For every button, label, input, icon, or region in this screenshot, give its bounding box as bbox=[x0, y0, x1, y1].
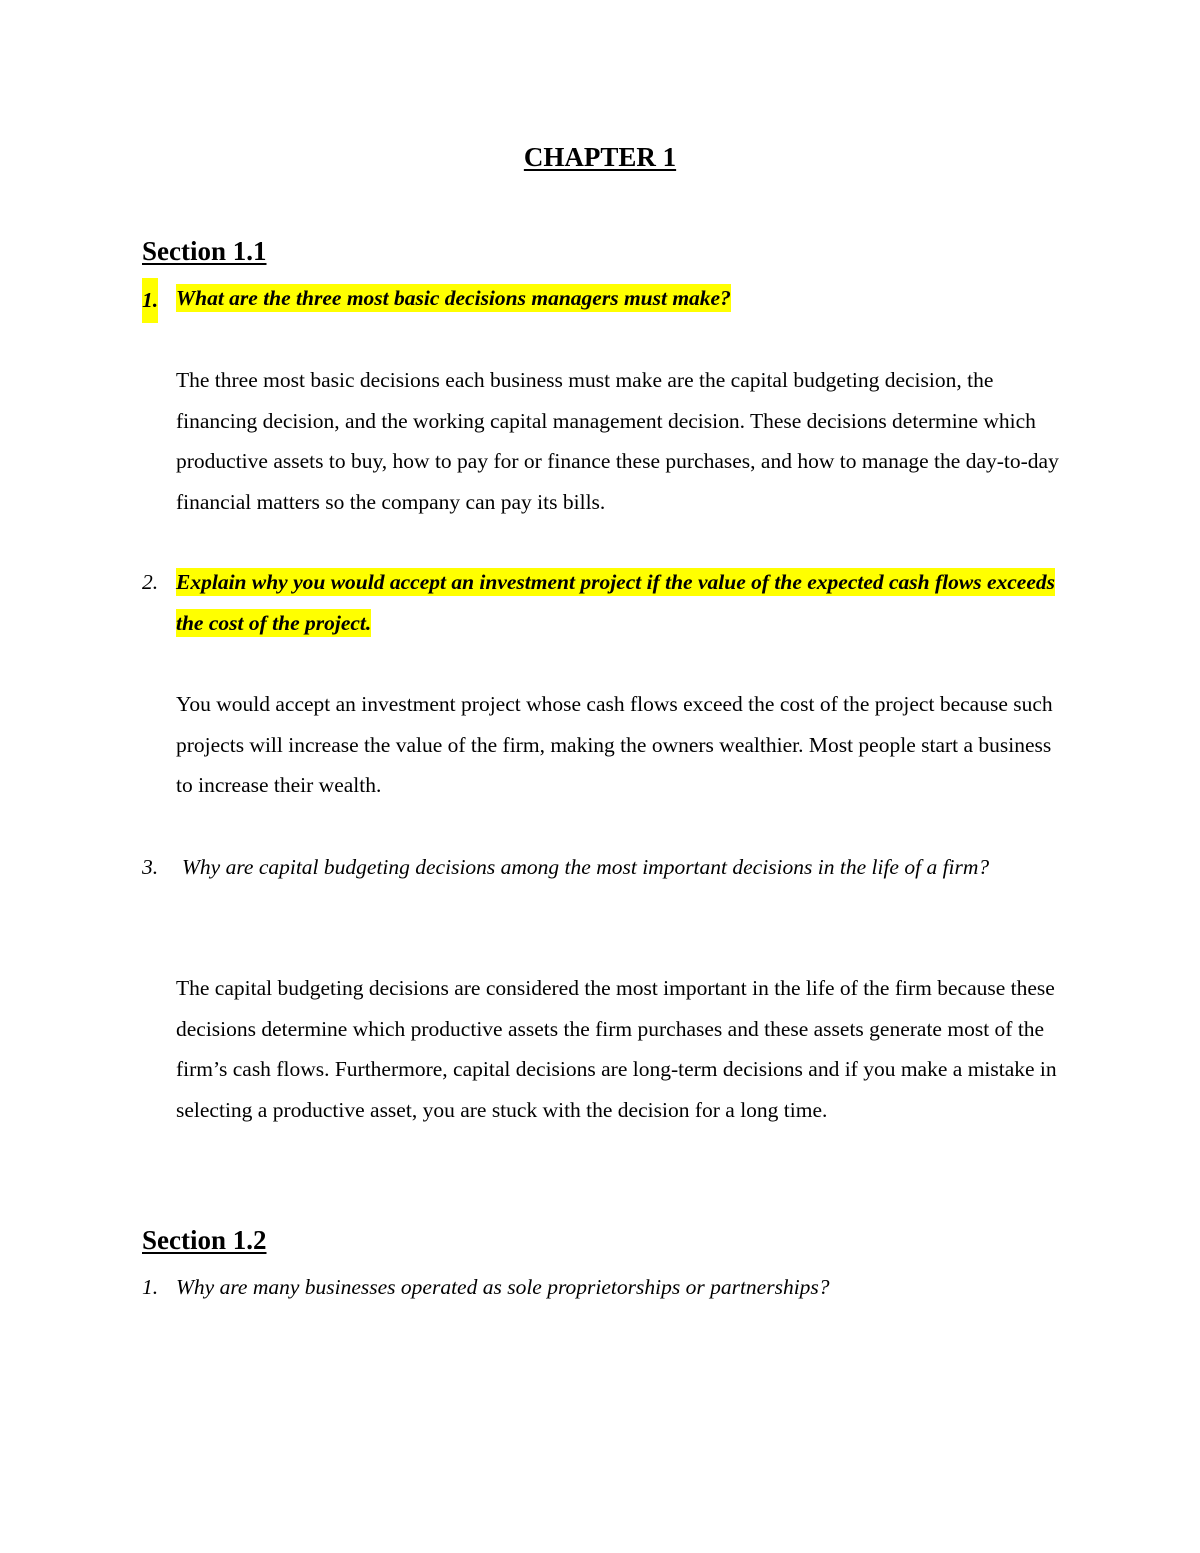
question-1-2-1 bbox=[142, 1267, 1072, 1308]
answer-1-1-2: You would accept an investment project whose cash flows exceed the cost of the project because such projects will increase the value of the firm, making the owners wealthier. Most people start a business to increase their wealth. bbox=[176, 692, 1053, 797]
answer-1-1-3: The capital budgeting decisions are considered the most important in the life of the firm because these decisions determine which productive assets the firm purchases and these assets generate most of the firm’s cash flows. Furthermore, capital decisions are long-term decisions and if you make a mistake in selecting a productive asset, you are stuck with the decision for a long time. bbox=[176, 976, 1057, 1122]
answer-1-1-1: The three most basic decisions each business must make are the capital budgeting decision, the financing decision, and the working capital management decision. These decisions determine which productive assets to buy, how to pay for or finance these purchases, and how to manage the day-to-day financial matters so the company can pay its bills. bbox=[176, 368, 1059, 514]
section-heading-1-1: Section 1.1 bbox=[142, 236, 267, 266]
question-number: 1. bbox=[142, 1275, 159, 1299]
question-number: 3. bbox=[142, 855, 159, 879]
question-text: What are the three most basic decisions managers must make? bbox=[176, 286, 731, 310]
question-1-1-2 bbox=[142, 562, 1072, 643]
question-number: 2. bbox=[142, 570, 159, 594]
question-text: Why are capital budgeting decisions among the most important decisions in the life of a firm? bbox=[182, 855, 990, 879]
question-text: Explain why you would accept an investment project if the value of the expected cash flows exceeds the cost of the project. bbox=[176, 570, 1056, 635]
section-heading-1-2: Section 1.2 bbox=[142, 1225, 267, 1255]
question-1-1-1 bbox=[142, 278, 1072, 319]
chapter-title: CHAPTER 1 bbox=[523, 142, 677, 172]
question-number: 1. bbox=[142, 278, 158, 323]
question-text: Why are many businesses operated as sole proprietorships or partnerships? bbox=[176, 1275, 830, 1299]
question-1-1-3 bbox=[142, 847, 1072, 888]
